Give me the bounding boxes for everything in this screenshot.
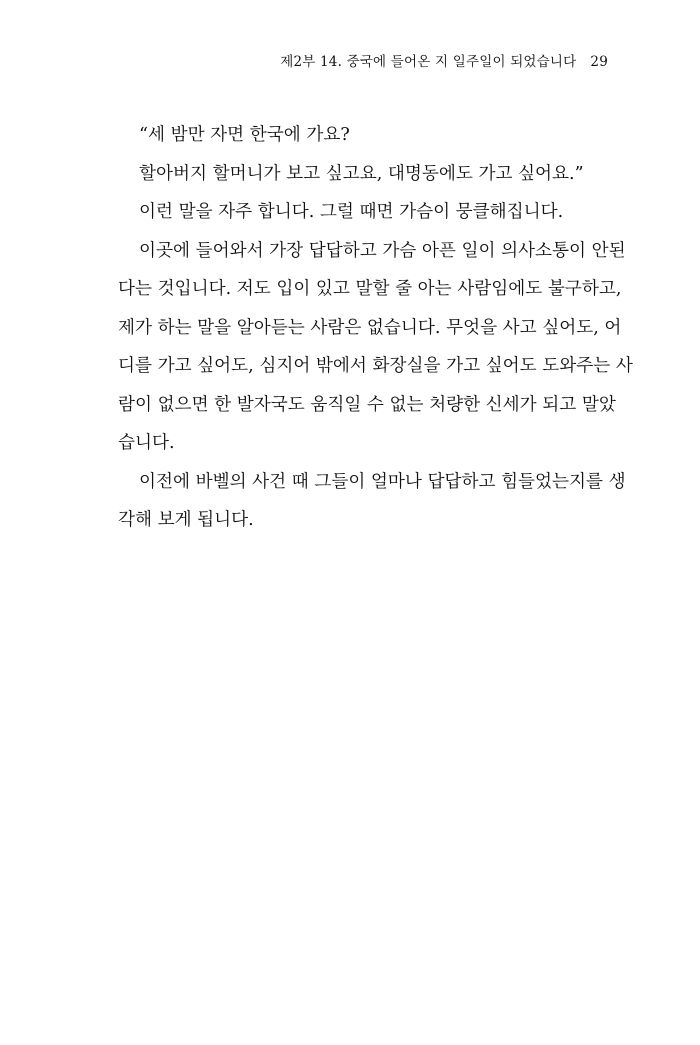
text-line: 이곳에 들어와서 가장 답답하고 가슴 아픈 일이 의사소통이 안된 (139, 240, 626, 261)
text-line: 각해 보게 됩니다. (118, 510, 254, 530)
text-line: 습니다. (118, 433, 175, 453)
text-line: “세 밤만 자면 한국에 가요? (139, 125, 350, 145)
body-text (118, 116, 633, 540)
page-number: 29 (590, 54, 608, 70)
text-line: 디를 가고 싶어도, 심지어 밖에서 화장실을 가고 싶어도 도와주는 사 (118, 356, 633, 376)
running-title: 제2부 14. 중국에 들어온 지 일주일이 되었습니다 (280, 54, 577, 70)
text-line: 제가 하는 말을 알아듣는 사람은 없습니다. 무엇을 사고 싶어도, 어 (118, 317, 622, 338)
text-line: 할아버지 할머니가 보고 싶고요, 대명동에도 가고 싶어요.” (139, 163, 584, 184)
text-line: 이런 말을 자주 합니다. 그럴 때면 가슴이 뭉클해집니다. (139, 202, 564, 222)
text-line: 이전에 바벨의 사건 때 그들이 얼마나 답답하고 힘들었는지를 생 (139, 471, 626, 492)
text-line: 다는 것입니다. 저도 입이 있고 말할 줄 아는 사람임에도 불구하고, (118, 279, 622, 299)
text-line: 람이 없으면 한 발자국도 움직일 수 없는 처량한 신세가 되고 말았 (118, 394, 616, 415)
running-header (280, 50, 608, 70)
